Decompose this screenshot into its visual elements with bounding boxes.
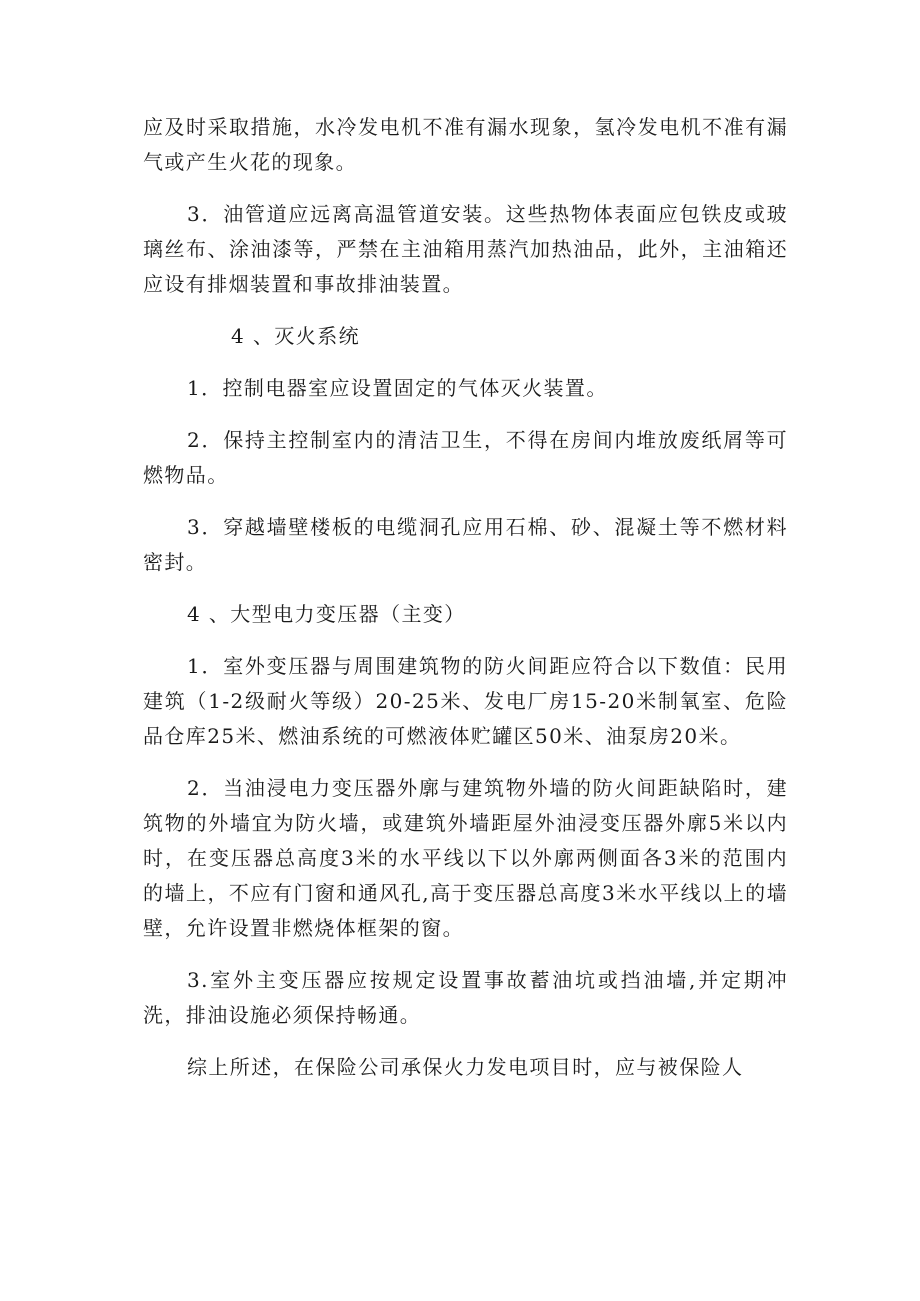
paragraph-continuation: 应及时采取措施，水冷发电机不准有漏水现象，氢冷发电机不准有漏气或产生火花的现象。 — [143, 115, 788, 174]
section-title: 、灭火系统 — [253, 324, 360, 348]
paragraph-control-room-clean: 2．保持主控制室内的清洁卫生，不得在房间内堆放废纸屑等可燃物品。 — [143, 428, 788, 487]
paragraph-summary: 综上所述，在保险公司承保火力发电项目时，应与被保险人 — [187, 1055, 744, 1079]
section-heading-fire-extinguishing — [143, 319, 788, 354]
section-heading-transformer: 4 、大型电力变压器（主变） — [187, 602, 466, 626]
paragraph-oil-pipeline: 3．油管道应远离高温管道安装。这些热物体表面应包铁皮或玻璃丝布、涂油漆等，严禁在主油箱用蒸汽加热油品，此外，主油箱还应设有排烟装置和事故排油装置。 — [143, 202, 788, 296]
paragraph-fire-distance: 1．室外变压器与周围建筑物的防火间距应符合以下数值：民用建筑（1-2级耐火等级）20-25米、发电厂房15-20米制氧室、危险品仓库25米、燃油系统的可燃液体贮罐区50米、油泵房20米。 — [143, 654, 788, 748]
paragraph-cable-holes: 3．穿越墙壁楼板的电缆洞孔应用石棉、砂、混凝土等不燃材料密封。 — [143, 515, 788, 574]
paragraph-oil-pit: 3.室外主变压器应按规定设置事故蓄油坑或挡油墙,并定期冲洗，排油设施必须保持畅通。 — [143, 968, 788, 1027]
document-body — [143, 110, 788, 1102]
section-number: 4 — [231, 324, 246, 348]
paragraph-control-room-gas: 1．控制电器室应设置固定的气体灭火装置。 — [187, 376, 608, 400]
paragraph-firewall: 2．当油浸电力变压器外廓与建筑物外墙的防火间距缺陷时，建筑物的外墙宜为防火墙，或建筑外墙距屋外油浸变压器外廓5米以内时，在变压器总高度3米的水平线以下以外廓两侧面各3米的范围内的墙上，不应有门窗和通风孔,高于变压器总高度3米水平线以上的墙壁，允许设置非燃烧体框架的窗。 — [143, 776, 788, 940]
